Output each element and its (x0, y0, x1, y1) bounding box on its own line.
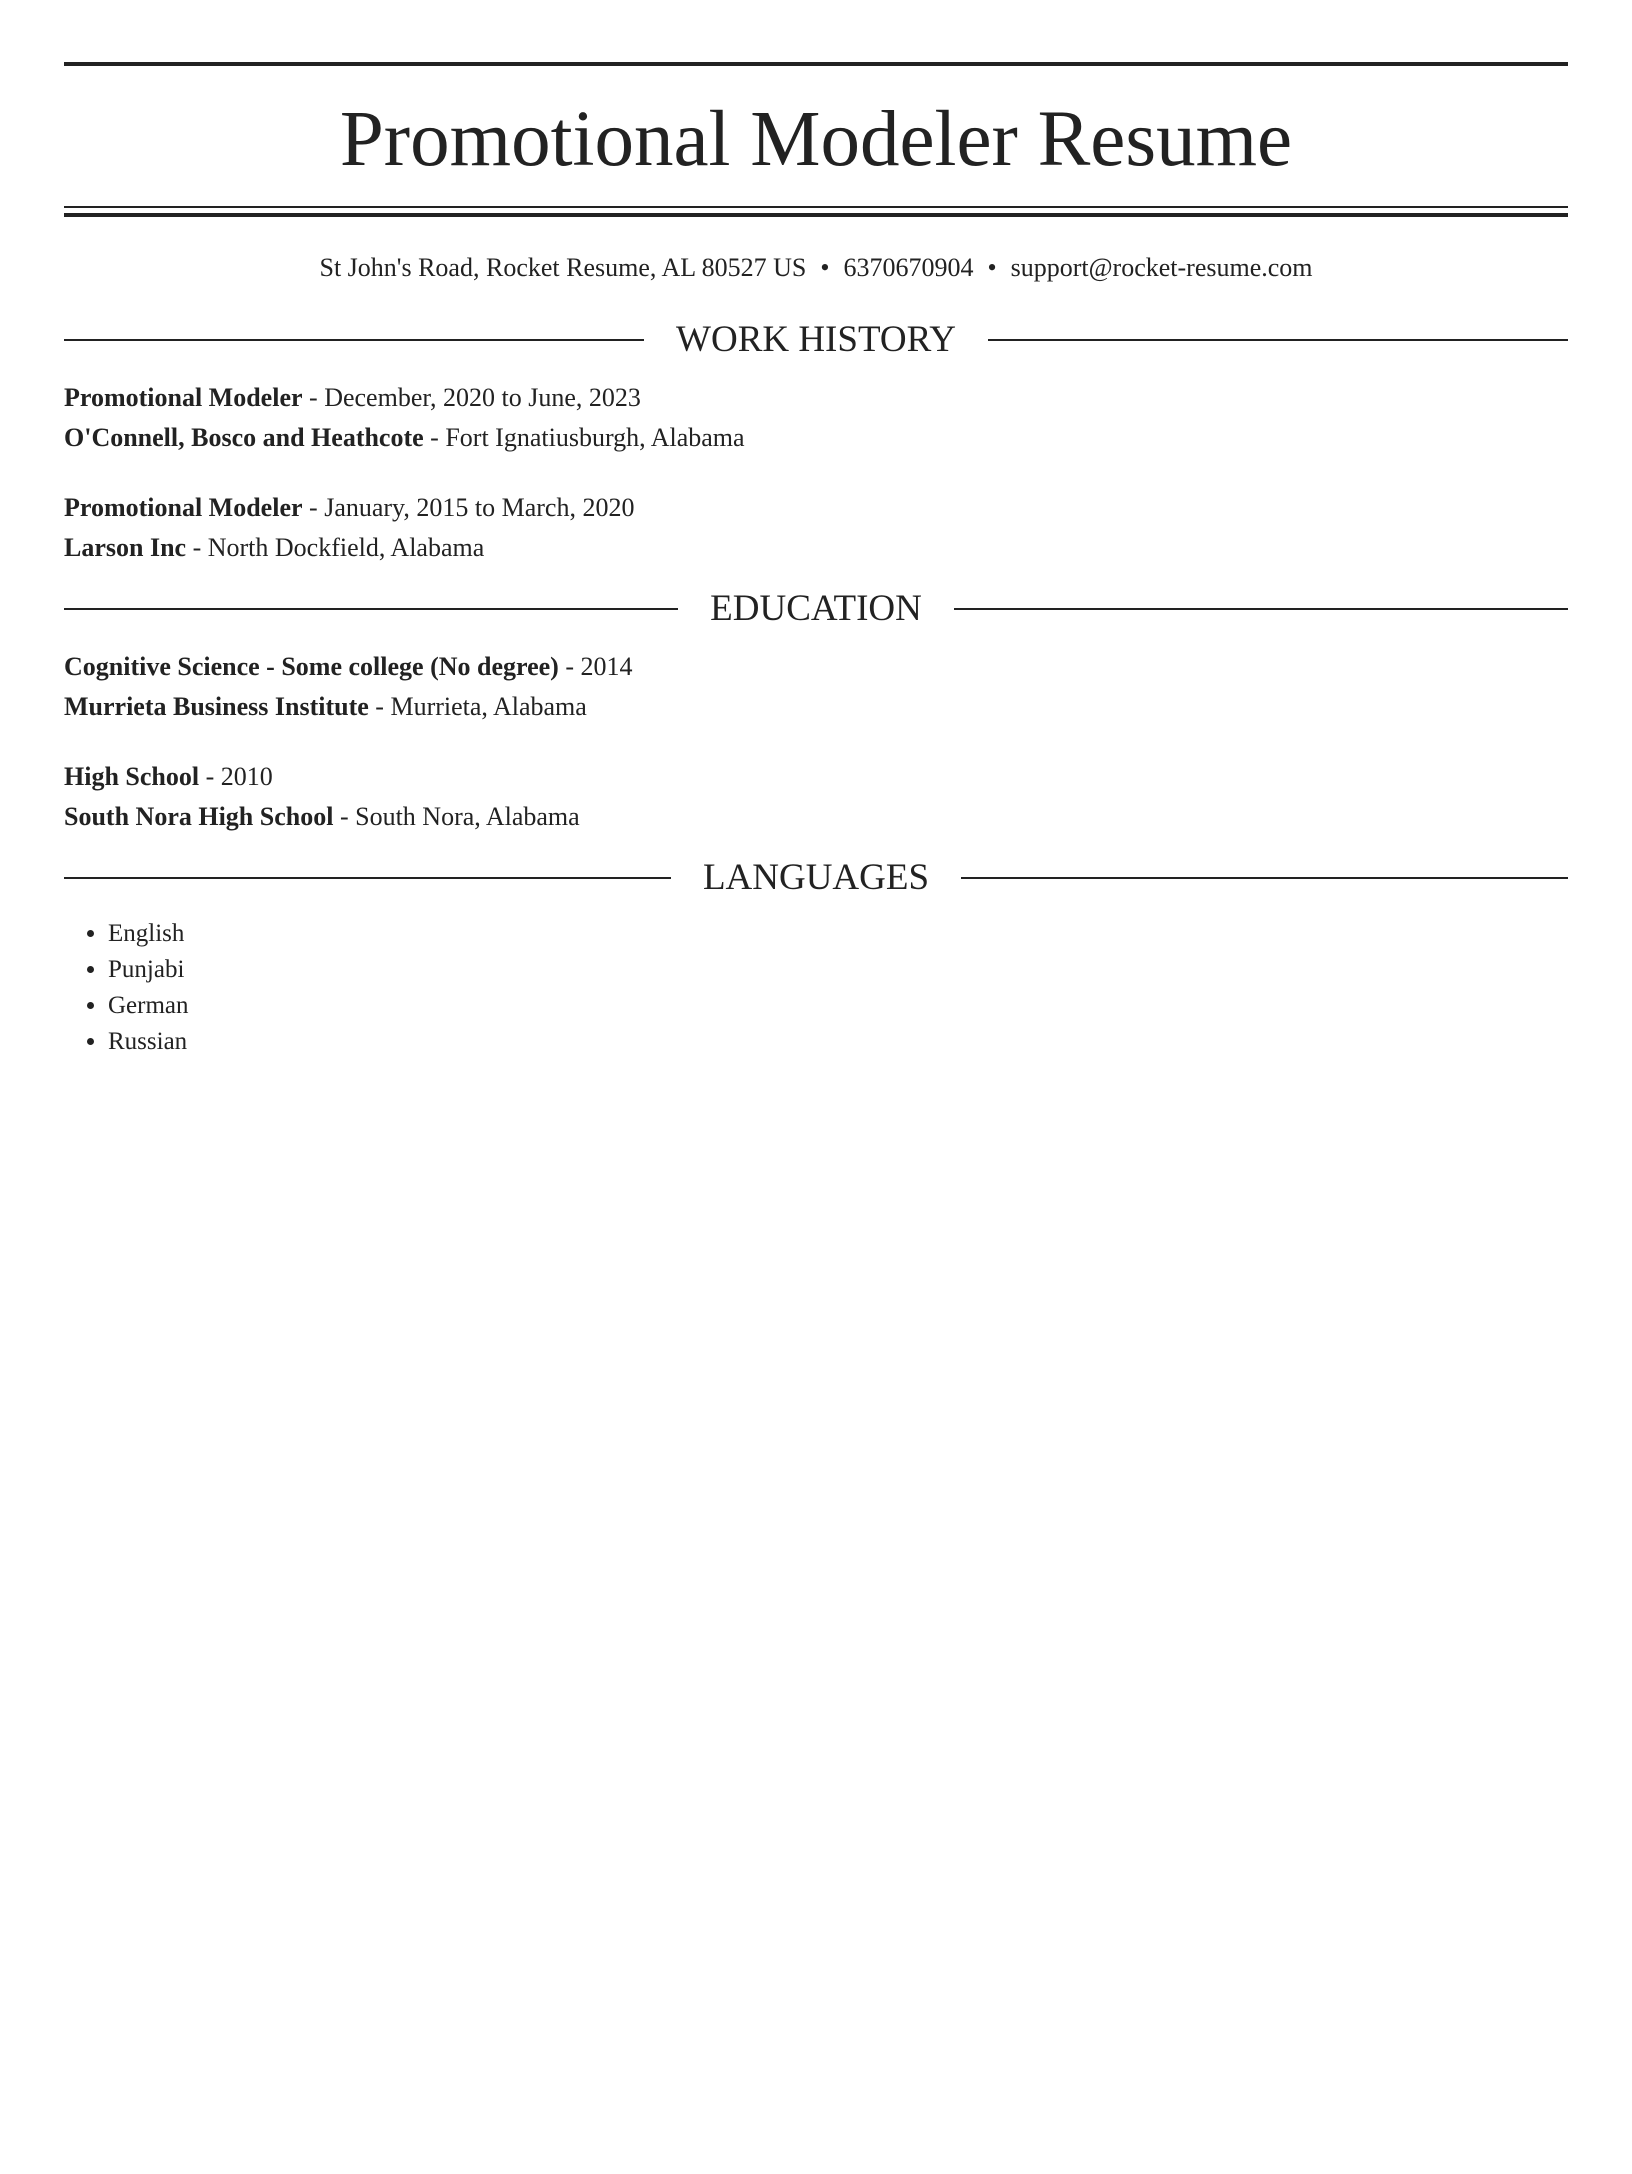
company-location: Fort Ignatiusburgh, Alabama (445, 423, 745, 452)
dash: - (368, 692, 391, 721)
language-list (64, 916, 1568, 1060)
language-item: • English (108, 916, 1568, 952)
company-location: North Dockfield, Alabama (207, 533, 485, 562)
dash: - (186, 533, 208, 562)
job-title: Promotional Modeler (64, 383, 303, 412)
resume-page (0, 62, 1632, 2174)
dash: - (199, 762, 221, 791)
dash: - (302, 383, 325, 412)
work-entry (64, 378, 1568, 458)
contact-phone: 6370670904 (843, 253, 974, 282)
company-name: Larson Inc (64, 533, 187, 562)
job-dates: January, 2015 to March, 2020 (324, 493, 635, 522)
work-history-heading (64, 321, 1568, 358)
school-location: South Nora, Alabama (355, 802, 580, 831)
contact-separator: • (987, 253, 997, 282)
title-bottom-double-rule (64, 206, 1568, 217)
work-entry-title-line (64, 488, 1568, 528)
education-entry (64, 647, 1568, 727)
section-title: WORK HISTORY (676, 319, 956, 360)
heading-rule-right (961, 877, 1568, 879)
heading-rule-right (954, 608, 1568, 610)
dash: - (423, 423, 446, 452)
school-location: Murrieta, Alabama (390, 692, 587, 721)
work-entry-company-line (64, 418, 1568, 458)
section-title: LANGUAGES (702, 857, 930, 898)
languages-heading (64, 859, 1568, 896)
contact-separator: • (820, 253, 830, 282)
dash: - (302, 493, 325, 522)
heading-rule-left (64, 877, 671, 879)
contact-address: St John's Road, Rocket Resume, AL 80527 US (319, 253, 807, 282)
company-name: O'Connell, Bosco and Heathcote (64, 423, 424, 452)
school-name: South Nora High School (64, 802, 334, 831)
heading-rule-left (64, 608, 678, 610)
dash: - (558, 652, 581, 681)
heading-rule-left (64, 339, 644, 341)
graduation-year: 2010 (220, 762, 273, 791)
education-entry-degree-line (64, 757, 1568, 797)
education-entry (64, 757, 1568, 837)
education-entry-degree-line (64, 647, 1568, 687)
education-heading (64, 590, 1568, 627)
graduation-year: 2014 (580, 652, 633, 681)
job-dates: December, 2020 to June, 2023 (324, 383, 641, 412)
heading-rule-right (988, 339, 1568, 341)
dash: - (333, 802, 356, 831)
language-item: • Punjabi (108, 952, 1568, 988)
work-entry-title-line (64, 378, 1568, 418)
work-entry (64, 488, 1568, 568)
education-entry-school-line (64, 797, 1568, 837)
language-item: • Russian (108, 1024, 1568, 1060)
section-title: EDUCATION (710, 588, 922, 629)
language-item: • German (108, 988, 1568, 1024)
job-title: Promotional Modeler (64, 493, 303, 522)
contact-email: support@rocket-resume.com (1010, 253, 1313, 282)
school-name: Murrieta Business Institute (64, 692, 369, 721)
page-title: Promotional Modeler Resume (339, 96, 1293, 183)
degree-name: High School (64, 762, 200, 791)
education-entry-school-line (64, 687, 1568, 727)
contact-line (64, 255, 1568, 281)
degree-name: Cognitive Science - Some college (No degree) (64, 652, 559, 681)
work-entry-company-line (64, 528, 1568, 568)
